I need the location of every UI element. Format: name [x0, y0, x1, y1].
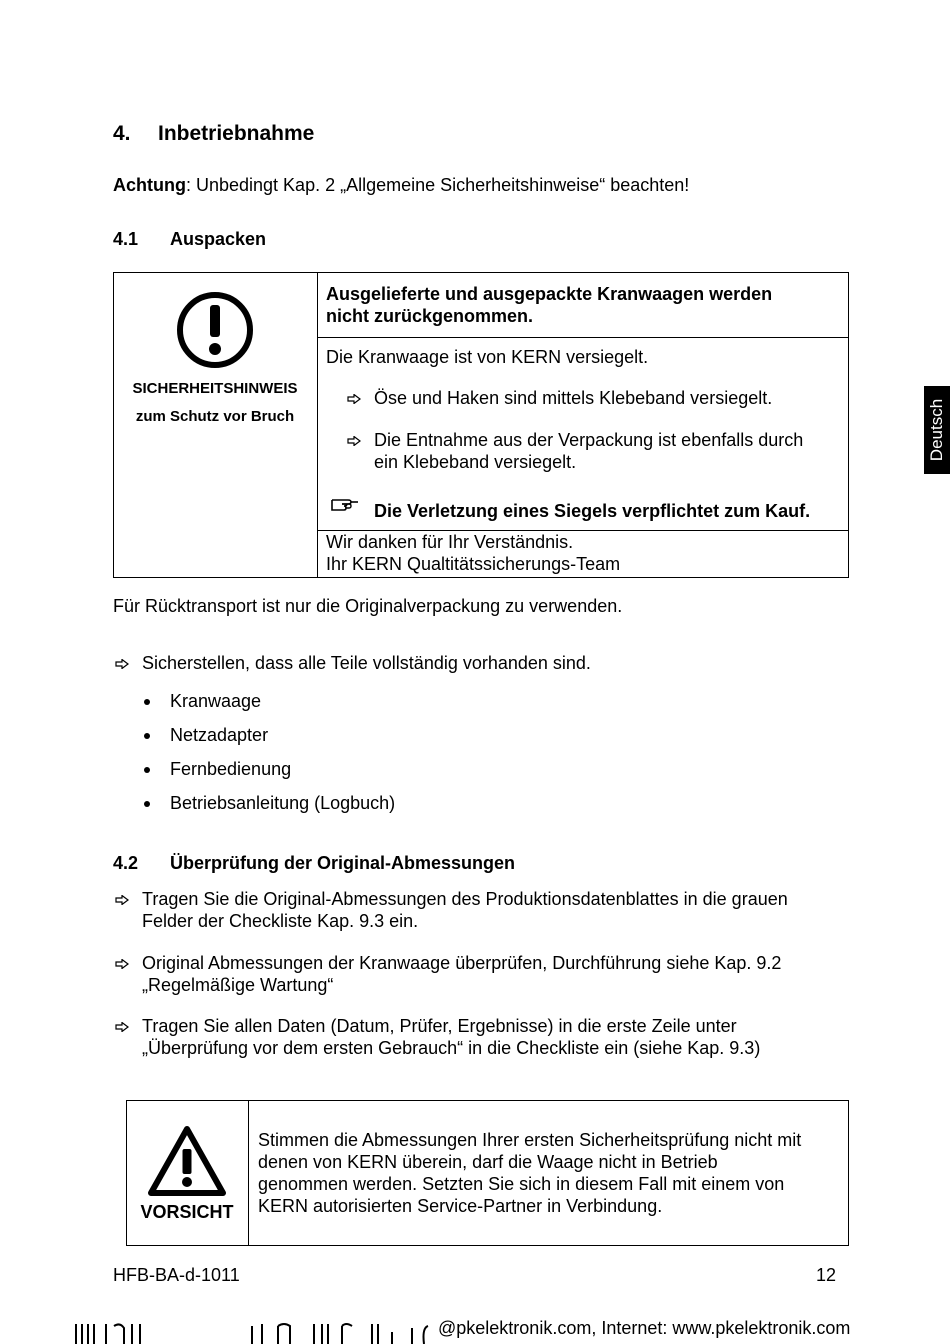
check-instruction: Sicherstellen, dass alle Teile vollständig vorhanden sind.	[142, 653, 591, 673]
thanks-line-1: Wir danken für Ihr Verständnis.	[326, 532, 574, 552]
chapter-title: Inbetriebnahme	[158, 122, 315, 145]
caution-table	[126, 1100, 849, 1246]
step-3-line-1: Tragen Sie allen Daten (Datum, Prüfer, Ergebnisse) in die erste Zeile unter	[142, 1016, 737, 1036]
safety-header-line-1: Ausgelieferte und ausgepackte Kranwaagen werden	[326, 284, 773, 304]
language-tab-label: Deutsch	[927, 398, 946, 462]
arrow-right-icon	[347, 394, 361, 404]
chapter-number: 4.	[113, 122, 131, 145]
caution-line-2: denen von KERN überein, darf die Waage nicht in Betrieb	[258, 1152, 718, 1172]
return-note: Für Rücktransport ist nur die Originalverpackung zu verwenden.	[113, 596, 623, 616]
seal-note: Die Verletzung eines Siegels verpflichtet zum Kauf.	[374, 501, 811, 521]
chapter-heading	[113, 122, 131, 146]
seal-item-2-line-2: ein Klebeband versiegelt.	[374, 452, 577, 472]
safety-header-line-2: nicht zurückgenommen.	[326, 306, 534, 326]
list-item: Betriebsanleitung (Logbuch)	[170, 793, 396, 813]
thanks-cell	[318, 530, 848, 577]
attention-label: Achtung	[113, 175, 186, 195]
arrow-right-icon	[115, 1022, 129, 1032]
safety-sublabel: zum Schutz vor Bruch	[135, 408, 295, 425]
caution-line-4: KERN autorisierten Service-Partner in Verbindung.	[258, 1196, 663, 1216]
arrow-right-icon	[347, 436, 361, 446]
language-tab	[924, 386, 950, 474]
bullet-icon	[144, 767, 150, 773]
step-1-line-2: Felder der Checkliste Kap. 9.3 ein.	[142, 911, 419, 931]
section-4-2-number: 4.2	[113, 853, 139, 873]
watermark-text: @pkelektronik.com, Internet: www.pkelektronik.com	[438, 1318, 851, 1338]
warning-triangle-icon	[147, 1125, 227, 1197]
seal-item-1: Öse und Haken sind mittels Klebeband versiegelt.	[374, 388, 773, 408]
thanks-line-2: Ihr KERN Qualtitätssicherungs-Team	[326, 554, 621, 574]
step-3-line-2: „Überprüfung vor dem ersten Gebrauch“ in die Checkliste ein (siehe Kap. 9.3)	[142, 1038, 761, 1058]
pointing-hand-icon	[330, 496, 360, 514]
safety-notice-table	[113, 272, 849, 578]
caution-line-3: genommen werden. Setzten Sie sich in diesem Fall mit einem von	[258, 1174, 785, 1194]
list-item: Kranwaage	[170, 691, 262, 711]
arrow-right-icon	[115, 659, 129, 669]
caution-cell	[127, 1101, 249, 1245]
list-item: Netzadapter	[170, 725, 269, 745]
caution-label: VORSICHT	[140, 1202, 234, 1222]
attention-text: : Unbedingt Kap. 2 „Allgemeine Sicherheitshinweise“ beachten!	[185, 175, 690, 195]
safety-notice-cell	[114, 273, 318, 577]
step-2-line-2: „Regelmäßige Wartung“	[142, 975, 334, 995]
bullet-icon	[144, 699, 150, 705]
sealed-text: Die Kranwaage ist von KERN versiegelt.	[326, 347, 649, 367]
exclamation-circle-icon	[176, 291, 254, 369]
caution-line-1: Stimmen die Abmessungen Ihrer ersten Sicherheitsprüfung nicht mit	[258, 1130, 802, 1150]
cut-off-glyphs	[72, 1318, 432, 1344]
section-4-1-number: 4.1	[113, 229, 139, 249]
seal-item-2-line-1: Die Entnahme aus der Verpackung ist ebenfalls durch	[374, 430, 804, 450]
arrow-right-icon	[115, 959, 129, 969]
safety-label: SICHERHEITSHINWEIS	[132, 380, 298, 397]
bullet-icon	[144, 801, 150, 807]
list-item: Fernbedienung	[170, 759, 292, 779]
bullet-icon	[144, 733, 150, 739]
section-4-1-title: Auspacken	[170, 229, 267, 249]
arrow-right-icon	[115, 895, 129, 905]
footer-doc-id: HFB-BA-d-1011	[113, 1265, 240, 1285]
attention-line	[113, 175, 689, 196]
safety-header-cell	[318, 273, 848, 338]
step-2-line-1: Original Abmessungen der Kranwaage überprüfen, Durchführung siehe Kap. 9.2	[142, 953, 782, 973]
footer-page-number: 12	[816, 1265, 837, 1285]
section-4-2-title: Überprüfung der Original-Abmessungen	[170, 853, 516, 873]
step-1-line-1: Tragen Sie die Original-Abmessungen des Produktionsdatenblattes in die grauen	[142, 889, 788, 909]
